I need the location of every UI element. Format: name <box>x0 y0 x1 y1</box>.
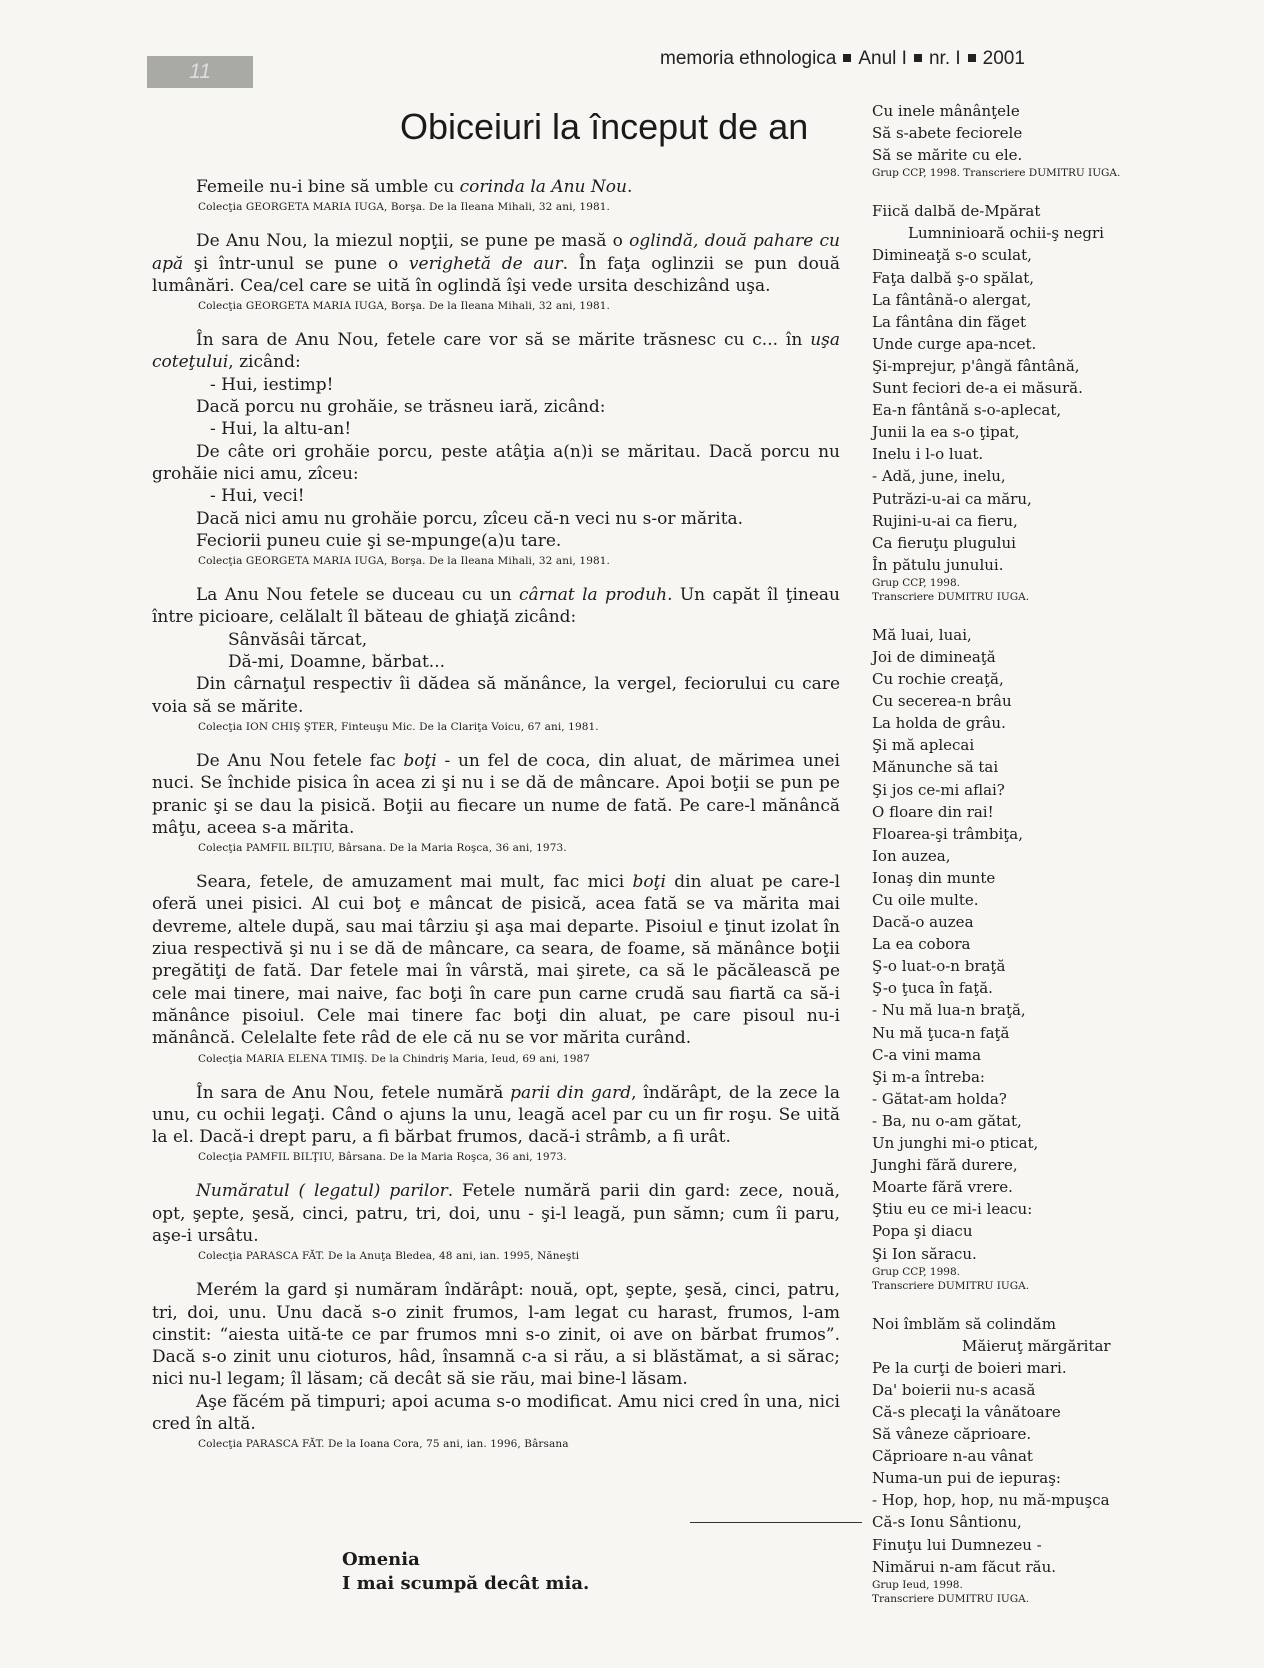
verse-credit: Grup Ieud, 1998. <box>872 1578 963 1591</box>
verse-line: Măieruţ mărgăritar <box>962 1336 1111 1355</box>
text-segment: Dacă porcu nu grohăie, se trăsneu iară, zicând: <box>196 397 606 418</box>
verse-line: Şi m-a întreba: <box>872 1067 985 1086</box>
emphasis-text: boţi <box>632 872 666 893</box>
verse-line: - Gătat-am holda? <box>872 1089 1007 1108</box>
source-citation: Colecţia PAMFIL BILŢIU, Bârsana. De la Maria Roşca, 36 ani, 1973. <box>198 842 567 855</box>
text-segment: Seara, fetele, de amuzament mai mult, fac mici <box>196 872 633 893</box>
text-segment: , îndărâpt, de la zece la unu, cu ochii legaţi. Când o ajuns la unu, leagă acel par cu un fir roşu. Se uită la el. Dacă-i drept paru, a fi bărbat frumos, dacă-i strâmb, a fi urât. <box>152 1082 840 1148</box>
verse-line: Ca fieruţu plugului <box>872 533 1016 552</box>
verse-line: Ionaş din munte <box>872 868 996 887</box>
paragraph <box>152 176 840 214</box>
verse-credit: Transcriere DUMITRU IUGA. <box>872 590 1030 603</box>
emphasis-text: parii din gard <box>510 1082 632 1103</box>
text-segment: şi într-unul se pune o <box>183 253 409 274</box>
issue-number: nr. I <box>928 48 961 69</box>
verse-line: Să s-abete feciorele <box>872 124 1023 143</box>
article-title: Obiceiuri la început de an <box>400 106 809 147</box>
text-segment: În sara de Anu Nou, fetele numără <box>196 1082 511 1103</box>
source-citation: Colecţia GEORGETA MARIA IUGA, Borşa. De la Ileana Mihali, 32 ani, 1981. <box>198 555 610 568</box>
article-body <box>152 176 840 1467</box>
paragraph-line <box>152 396 840 418</box>
paragraph-line <box>152 673 840 718</box>
paragraph-line <box>152 329 840 374</box>
emphasis-text: corinda la Anu Nou <box>459 177 627 197</box>
square-bullet-icon <box>843 54 851 62</box>
text-segment: . Fetele numără parii din gard: zece, nouă, opt, şepte, şesă, cinci, patru, tri, doi, unu - şi-l leagă, pun sămn; cum îi paru, aşe-i ursâtu. <box>152 1181 840 1246</box>
emphasis-text: cârnat la produh <box>519 585 668 606</box>
verse-line: Numa-un pui de iepuraş: <box>872 1469 1061 1488</box>
paragraph-line <box>152 651 840 673</box>
verse-line: Un junghi mi-o pticat, <box>872 1134 1039 1153</box>
text-segment: . În faţa oglinzii se pun două lumânări. Cea/cel care se uită în oglindă îşi vede ursita deschizând uşa. <box>152 253 840 296</box>
paragraph-line <box>152 871 840 1049</box>
paragraph-line <box>152 230 840 297</box>
verse-line: Sunt feciori de-a ei măsură. <box>872 379 1083 398</box>
verse-line: Da' boierii nu-s acasă <box>872 1380 1036 1399</box>
verse-credit: Grup CCP, 1998. <box>872 1265 960 1278</box>
text-segment: , zicând: <box>228 352 301 373</box>
verse-line: Să vâneze căprioare. <box>872 1425 1032 1444</box>
emphasis-text: boţi <box>403 750 437 771</box>
verse-line: Şi-mprejur, p'ângă fântână, <box>872 356 1080 375</box>
paragraph-line <box>152 418 840 440</box>
text-segment: Femeile nu-i bine să umble cu <box>196 177 460 197</box>
paragraph-line <box>152 485 840 507</box>
verse-credit: Grup CCP, 1998. <box>872 576 960 589</box>
verse-line: Unde curge apa-ncet. <box>872 334 1037 353</box>
verse-line: - Ba, nu o-am gătat, <box>872 1111 1022 1130</box>
text-segment: Din cârnaţul respectiv îi dădea să mănânce, la vergel, feciorului cu care voia să se mărite. <box>152 674 840 717</box>
year-label: Anul I <box>858 48 907 69</box>
paragraph-line <box>152 530 840 552</box>
verse-line: - Adă, june, inelu, <box>872 467 1006 486</box>
paragraph-line <box>152 1180 840 1247</box>
text-segment: Feciorii puneu cuie şi se-mpunge(a)u tare. <box>196 530 562 551</box>
verse-line: Şi mă aplecai <box>872 736 975 755</box>
text-segment: De Anu Nou, la miezul nopţii, se pune pe masă o <box>196 231 630 252</box>
text-segment: Sânvăsâi tărcat, <box>228 629 368 650</box>
text-segment: - un fel de coca, din aluat, de mărimea unei nuci. Se închide pisica în acea zi şi nu i se dă de mâncare. Apoi boţii se pun pe pranic şi se dau la pisică. Boţii au fiecare un nume de fată. Pe care-l mănâncă mâţu, aceea s-a mărita. <box>152 750 840 838</box>
closing-line: I mai scumpă decât mia. <box>342 1573 590 1594</box>
verse-block <box>872 1313 1172 1606</box>
paragraph <box>152 1082 840 1165</box>
paragraph-line <box>152 584 840 629</box>
verse-block <box>872 100 1172 180</box>
paragraph-line <box>152 1391 840 1436</box>
closing-saying <box>342 1548 642 1596</box>
text-segment: . <box>626 177 633 197</box>
verse-line: Noi îmblăm să colindăm <box>872 1314 1056 1333</box>
verse-line: La holda de grâu. <box>872 714 1006 733</box>
text-segment: Merém la gard şi număram îndărâpt: nouă, opt, şepte, şesă, cinci, patru, tri, doi, unu. Unu dacă s-o zinit frumos, l-am legat cu harast, frumos, l-am cinstit: “aiesta uită-te ce par frumos mni s-o zinit, oi ave on bărbat frumos”. Dacă s-o zinit unu cioturos, hâd, însamnă c-a si rău, a si blăstămat, a si sărac; nici nu-l legam; îl lăsam; că decât să sie rău, mai bine-l lăsam. <box>152 1280 840 1390</box>
verse-line: Ş-o ţuca în faţă. <box>872 979 993 998</box>
verse-line: Putrăzi-u-ai ca măru, <box>872 489 1032 508</box>
paragraph <box>152 750 840 855</box>
verse-line: Ştiu eu ce mi-i leacu: <box>872 1200 1033 1219</box>
verse-line: Că-s Ionu Sântionu, <box>872 1513 1022 1532</box>
square-bullet-icon <box>914 54 922 62</box>
verse-line: Finuţu lui Dumnezeu - <box>872 1535 1042 1554</box>
paragraph <box>152 1279 840 1451</box>
verse-line: Cu inele mânânţele <box>872 102 1020 120</box>
paragraph <box>152 584 840 734</box>
paragraph-line <box>152 750 840 839</box>
emphasis-text: verighetă de aur <box>408 253 563 274</box>
paragraph-line <box>152 1082 840 1149</box>
source-citation: Colecţia ION CHIŞ ŞTER, Finteuşu Mic. De la Clariţa Voicu, 67 ani, 1981. <box>198 720 599 733</box>
verse-credit: Grup CCP, 1998. Transcriere DUMITRU IUGA. <box>872 167 1121 180</box>
verse-line: La fântână-o alergat, <box>872 290 1032 309</box>
publication-year: 2001 <box>982 48 1025 69</box>
text-segment: . Un capăt îl ţineau între picioare, celălalt îl băteau de ghiaţă zicând: <box>152 585 840 628</box>
text-segment: - Hui, la altu-an! <box>210 419 352 440</box>
source-citation: Colecţia PARASCA FĂT. De la Ioana Cora, 75 ani, ian. 1996, Bârsana <box>198 1438 569 1451</box>
verse-line: Nimărui n-am făcut rău. <box>872 1557 1057 1576</box>
verse-line: Junii la ea s-o ţipat, <box>872 423 1020 442</box>
verse-line: Floarea-şi trâmbiţa, <box>872 824 1024 843</box>
verse-line: Mă luai, luai, <box>872 625 972 644</box>
verse-line: Fiică dalbă de-Mpărat <box>872 202 1041 221</box>
verse-line: Cu secerea-n brâu <box>872 692 1012 711</box>
verse-line: Cu rochie creaţă, <box>872 670 1004 689</box>
verse-line: Moarte fără vrere. <box>872 1178 1013 1197</box>
running-header <box>660 48 1080 70</box>
emphasis-text: uşa coteţului <box>152 330 840 373</box>
verse-line: O floare din rai! <box>872 802 994 821</box>
divider <box>690 1522 862 1523</box>
verse-line: - Nu mă lua-n braţă, <box>872 1001 1026 1020</box>
verse-line: - Hop, hop, hop, nu mă-mpuşca <box>872 1491 1110 1510</box>
verse-line: Cu oile multe. <box>872 891 979 909</box>
emphasis-text: oglindă, două pahare cu apă <box>152 231 840 274</box>
verse-line: La ea cobora <box>872 935 971 954</box>
verse-line: Nu mă ţuca-n faţă <box>872 1023 1010 1042</box>
verse-credit: Transcriere DUMITRU IUGA. <box>872 1592 1030 1605</box>
verse-line: Junghi fără durere, <box>872 1156 1018 1175</box>
journal-name: memoria ethnologica <box>660 48 837 69</box>
verse-line: Faţa dalbă ş-o spălat, <box>872 268 1035 287</box>
verse-line: Căprioare n-au vânat <box>872 1447 1033 1466</box>
text-segment: Dacă nici amu nu grohăie porcu, zîceu că-n veci nu s-or mărita. <box>196 508 744 529</box>
verse-line: Să se mărite cu ele. <box>872 146 1023 165</box>
text-segment: Aşe făcém pă timpuri; apoi acuma s-o modificat. Amu nici cred în una, nici cred în altă. <box>152 1391 840 1435</box>
source-citation: Colecţia GEORGETA MARIA IUGA, Borşa. De la Ileana Mihali, 32 ani, 1981. <box>198 300 610 313</box>
page-number: 11 <box>147 56 253 88</box>
source-citation: Colecţia GEORGETA MARIA IUGA, Borşa. De la Ileana Mihali, 32 ani, 1981. <box>198 201 610 214</box>
verse-credit: Transcriere DUMITRU IUGA. <box>872 1279 1030 1292</box>
verse-line: Dimineaţă s-o sculat, <box>872 246 1032 265</box>
paragraph-line <box>152 441 840 486</box>
verse-line: Ion auzea, <box>872 846 951 865</box>
verse-block <box>872 624 1172 1293</box>
text-segment: - Hui, veci! <box>210 486 305 507</box>
text-segment: În sara de Anu Nou, fetele care vor să se mărite trăsnesc cu c... în <box>196 330 811 351</box>
paragraph <box>152 329 840 568</box>
verse-line: Dacă-o auzea <box>872 913 974 932</box>
square-bullet-icon <box>968 54 976 62</box>
text-segment: De Anu Nou fetele fac <box>196 750 404 771</box>
paragraph-line <box>152 629 840 651</box>
verse-line: În pătulu junului. <box>872 555 1004 574</box>
verse-line: Şi jos ce-mi aflai? <box>872 780 1005 799</box>
paragraph <box>152 871 840 1065</box>
source-citation: Colecţia PAMFIL BILŢIU, Bârsana. De la Maria Roşca, 36 ani, 1973. <box>198 1151 567 1164</box>
paragraph-line <box>152 508 840 530</box>
text-segment: Dă-mi, Doamne, bărbat... <box>228 652 446 673</box>
verse-line: Popa şi diacu <box>872 1222 973 1241</box>
paragraph <box>152 1180 840 1263</box>
verse-block <box>872 200 1172 604</box>
source-citation: Colecţia PARASCA FĂT. De la Anuţa Bledea, 48 ani, ian. 1995, Năneşti <box>198 1250 580 1263</box>
verse-line: Că-s plecaţi la vânătoare <box>872 1402 1061 1421</box>
text-segment: - Hui, iestimp! <box>210 374 334 395</box>
verse-line: Şi Ion săracu. <box>872 1244 977 1263</box>
paragraph <box>152 230 840 313</box>
sidebar-verses <box>872 100 1172 1626</box>
verse-line: Ş-o luat-o-n braţă <box>872 957 1006 976</box>
paragraph-line <box>152 176 840 198</box>
verse-line: Ea-n fântână s-o-aplecat, <box>872 401 1062 420</box>
verse-line: C-a vini mama <box>872 1045 982 1064</box>
verse-line: Inelu i l-o luat. <box>872 445 984 464</box>
text-segment: De câte ori grohăie porcu, peste atâţia a(n)i se măritau. Dacă porcu nu grohăie nici amu, zîceu: <box>152 441 840 484</box>
verse-line: Rujini-u-ai ca fieru, <box>872 511 1018 530</box>
verse-line: Joi de dimineaţă <box>872 647 996 666</box>
closing-line: Omenia <box>342 1549 420 1570</box>
source-citation: Colecţia MARIA ELENA TIMIŞ. De la Chindriş Maria, Ieud, 69 ani, 1987 <box>198 1052 591 1065</box>
text-segment: La Anu Nou fetele se duceau cu un <box>196 585 520 606</box>
paragraph-line <box>152 1279 840 1390</box>
verse-line: Mănunche să tai <box>872 758 999 777</box>
verse-line: Lumninioară ochii-ş negri <box>908 224 1104 243</box>
verse-line: La fântâna din făget <box>872 312 1026 331</box>
text-segment: din aluat pe care-l oferă unei pisici. Al cui boţ e mâncat de pisică, acea fată se va mărita mai devreme, altele după, sau mai târziu şi aşa mai departe. Pisoiul e ţinut izolat în ziua respectivă şi nu i se dă de mâncare, ca seara, de foame, să mănânce boţii pregătiţi de fată. Dar fetele mai în vârstă, mai şirete, ca să le păcălească pe cele mai tinere, mai naive, fac boţi în care pun carne crudă sau fiartă ca să-i mănânce pisoiul. Cele mai tinere fac boţi din aluat, pe care pisoul nu-i mănâncă. Celelalte fete râd de ele că nu se vor mărita curând. <box>152 872 841 1049</box>
paragraph-line <box>152 374 840 396</box>
verse-line: Pe la curţi de boieri mari. <box>872 1358 1067 1377</box>
emphasis-text: Număratul ( legatul) parilor <box>196 1181 448 1202</box>
